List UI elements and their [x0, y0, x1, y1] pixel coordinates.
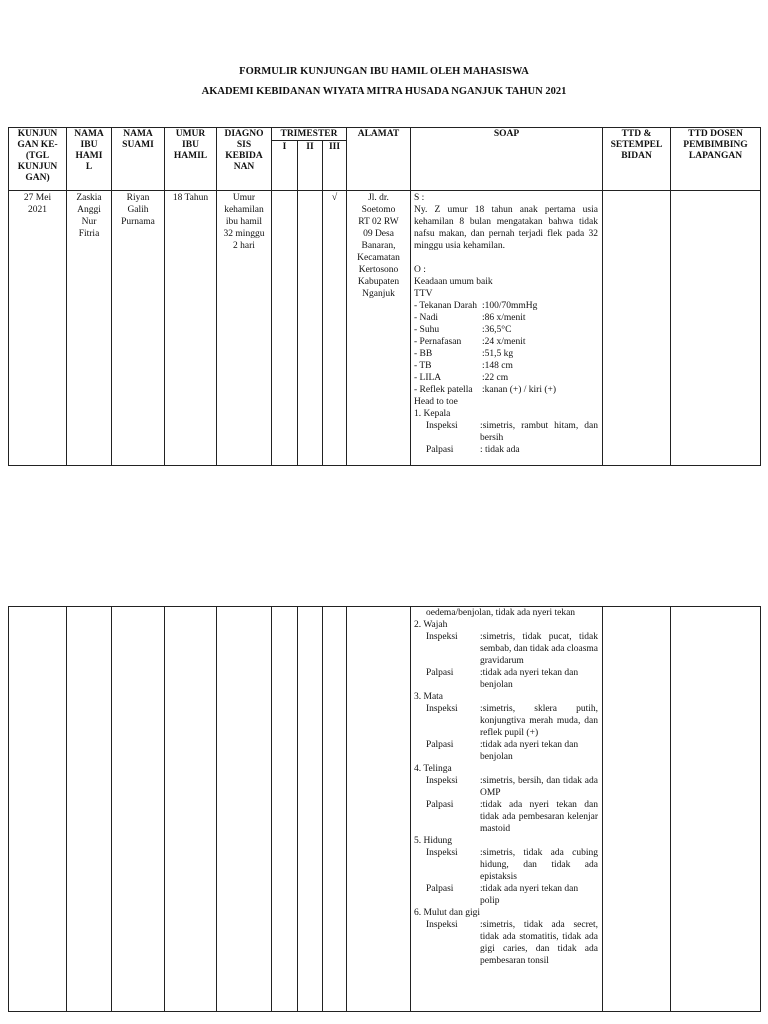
section-telinga: 4. Telinga [414, 764, 452, 774]
general-condition: Keadaan umum baik [414, 277, 493, 287]
header-trimester-2: II [298, 141, 323, 191]
header-nama-ibu: NAMA IBU HAMI L [67, 128, 112, 191]
header-umur: UMUR IBU HAMIL [165, 128, 217, 191]
mother-age: 18 Tahun [165, 191, 217, 466]
section-mata: 3. Mata [414, 692, 444, 702]
kepala-continuation: oedema/benjolan, tidak ada nyeri tekan [426, 608, 576, 618]
header-ttd-bidan: TTD & SETEMPEL BIDAN [603, 128, 671, 191]
visit-table-page-1 [8, 127, 761, 466]
section-hidung: 5. Hidung [414, 836, 452, 846]
soap-notes-page-2: oedema/benjolan, tidak ada nyeri tekan 2. Wajah Inspeksi :simetris, tidak pucat, tidak sembab, dan tidak ada cloasma gravidarum Palpasi :tidak ada nyeri tekan dan benjolan 3. Mata Inspeksi :simetris, sklera putih, konjungtiva merah muda, dan reflek pupil (+) Palpasi :tidak ada nyeri tekan dan benjolan 4. Telinga Inspeksi :simetris, bersih, dan tidak ada OMP Palpasi :tidak ada nyeri tekan dan tidak ada pembesaran kelenjar mastoid 5. Hidung Inspeksi :simetris, tidak ada cubing hidung, dan tidak ada epistaksis Palpasi :tidak ada nyeri tekan dan polip 6. Mulut dan gigi Inspeksi :simetris, tidak ada secret, tidak ada stomatitis, tidak ada gigi caries, dan tidak ada pembesaran tonsil [411, 607, 603, 1012]
trimester-3-check: √ [323, 191, 347, 466]
table-row [9, 607, 761, 1012]
soap-notes-page-1: S : Ny. Z umur 18 tahun anak pertama usia kehamilan 8 bulan mengatakan bahwa tidak nafsu makan, dan pernah terjadi flek pada 32 minggu usia kehamilan. O : Keadaan umum baik TTV - Tekanan Darah :100/70mmHg - Nadi :86 x/menit - Suhu :36,5°C - Pernafasan :24 x/menit - BB :51,5 kg - TB :148 cm - LILA :22 cm - Reflek patella :kanan (+) / kiri (+) Head to toe 1. Kepala Inspeksi :simetris, rambut hitam, dan bersih Palpasi : tidak ada [411, 191, 603, 466]
header-ttd-dosen: TTD DOSEN PEMBIMBING LAPANGAN [671, 128, 761, 191]
trimester-2-cell [298, 191, 323, 466]
husband-name: Riyan Galih Purnama [112, 191, 165, 466]
trimester-1-cell [272, 191, 298, 466]
address: Jl. dr. Soetomo RT 02 RW 09 Desa Banaran, Kecamatan Kertosono Kabupaten Nganjuk [347, 191, 411, 466]
header-nama-suami: NAMA SUAMI [112, 128, 165, 191]
mother-name: Zaskia Anggi Nur Fitria [67, 191, 112, 466]
soap-o-label: O : [414, 265, 426, 275]
table-row [9, 191, 761, 466]
ttv-label: TTV [414, 289, 433, 299]
form-subtitle: AKADEMI KEBIDANAN WIYATA MITRA HUSADA NGANJUK TAHUN 2021 [201, 86, 567, 97]
vitals-list: - Tekanan Darah :100/70mmHg - Nadi :86 x/menit - Suhu :36,5°C - Pernafasan :24 x/menit - BB :51,5 kg - TB :148 cm - LILA :22 cm - Reflek patella :kanan (+) / kiri (+) [414, 301, 557, 395]
soap-s-label: S : [414, 193, 425, 203]
header-kunjungan: KUNJUN GAN KE- (TGL KUNJUN GAN) [9, 128, 67, 191]
visit-table-page-2 [8, 606, 761, 1012]
soap-s-text: Ny. Z umur 18 tahun anak pertama usia kehamilan 8 bulan mengatakan bahwa tidak nafsu makan, dan pernah terjadi flek pada 32 minggu usia kehamilan. [414, 205, 598, 251]
head-to-toe-label: Head to toe [414, 397, 458, 407]
header-trimester: TRIMESTER [272, 128, 347, 141]
header-alamat: ALAMAT [347, 128, 411, 191]
header-trimester-1: I [272, 141, 298, 191]
form-title: FORMULIR KUNJUNGAN IBU HAMIL OLEH MAHASISWA [239, 66, 529, 77]
section-mulut-gigi: 6. Mulut dan gigi [414, 908, 480, 918]
diagnosis: Umur kehamilan ibu hamil 32 minggu 2 hari [217, 191, 272, 466]
ttd-bidan-cell [603, 191, 671, 466]
header-trimester-3: III [323, 141, 347, 191]
visit-date: 27 Mei 2021 [9, 191, 67, 466]
section-kepala: 1. Kepala [414, 409, 451, 419]
ttd-dosen-cell [671, 191, 761, 466]
section-wajah: 2. Wajah [414, 620, 448, 630]
header-soap: SOAP [411, 128, 603, 191]
header-diagnosis: DIAGNO SIS KEBIDA NAN [217, 128, 272, 191]
